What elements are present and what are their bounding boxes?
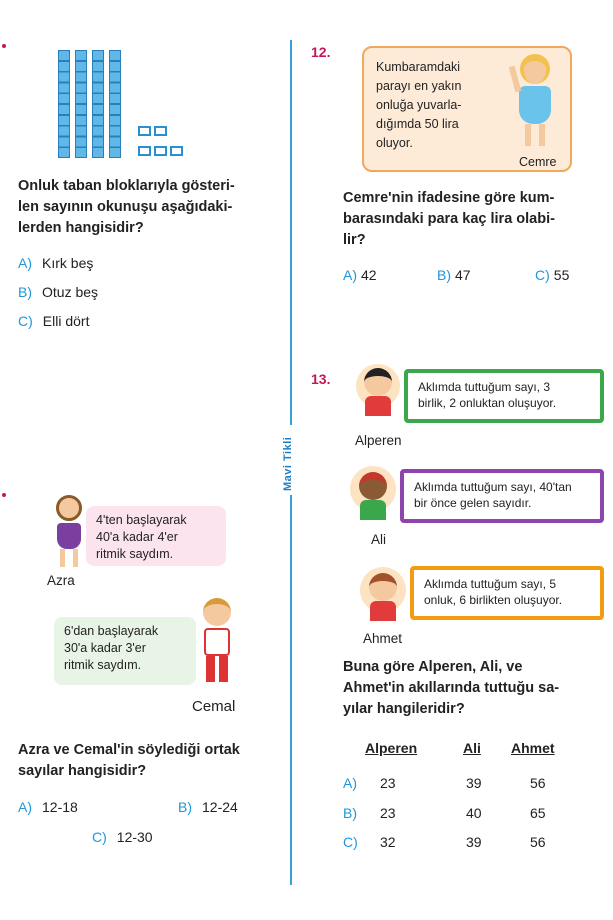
table-header-alperen: Alperen: [365, 740, 418, 756]
alperen-speech-bubble: Aklımda tuttuğum sayı, 3 birlik, 2 onluktan oluşuyor.: [404, 369, 604, 423]
unit-cube: [154, 126, 167, 136]
question-b-option-c[interactable]: C) 12-30: [92, 829, 153, 845]
ali-avatar: [350, 466, 396, 522]
question-12-option-a[interactable]: A) 42: [343, 267, 377, 283]
brand-label: Mavi Tikli: [278, 425, 304, 495]
cemal-speech-bubble: 6'dan başlayarak 30'a kadar 3'er ritmik saydım.: [54, 617, 196, 685]
question-13-option-c[interactable]: C) 32 39 56: [343, 834, 546, 850]
base-ten-blocks: [58, 50, 188, 162]
ten-rod: [92, 50, 104, 158]
question-b-option-a[interactable]: A) 12-18: [18, 799, 78, 815]
alperen-name: Alperen: [355, 433, 402, 448]
unit-cube: [170, 146, 183, 156]
question-a-option-b[interactable]: B) Otuz beş: [18, 284, 99, 300]
ali-name: Ali: [371, 532, 387, 547]
question-12-option-b[interactable]: B) 47: [437, 267, 471, 283]
cemal-figure: [197, 598, 237, 690]
question-13-option-a[interactable]: A) 23 39 56: [343, 775, 546, 791]
question-12-option-c[interactable]: C) 55: [535, 267, 570, 283]
table-header-ahmet: Ahmet: [511, 740, 555, 756]
ahmet-speech-bubble: Aklımda tuttuğum sayı, 5 onluk, 6 birlikten oluşuyor.: [410, 566, 604, 620]
question-13-text: Buna göre Alperen, Ali, ve Ahmet'in akıllarında tuttuğu sa- yılar hangileridir?: [343, 659, 560, 717]
ahmet-avatar: [360, 567, 406, 623]
question-13-option-b[interactable]: B) 23 40 65: [343, 805, 546, 821]
table-header-ali: Ali: [463, 740, 481, 756]
ten-rod: [109, 50, 121, 158]
question-b-text: Azra ve Cemal'in söylediği ortak sayılar hangisidir?: [18, 742, 240, 779]
azra-name: Azra: [47, 573, 75, 588]
unit-cube: [154, 146, 167, 156]
cemal-name: Cemal: [192, 698, 236, 715]
cemre-figure: [510, 54, 558, 149]
unit-cube: [138, 146, 151, 156]
left-margin-dot-1: [2, 44, 6, 48]
question-a-text: Onluk taban bloklarıyla gösteri- len sayının okunuşu aşağıdaki- lerden hangisidir?: [18, 178, 235, 236]
ali-speech-bubble: Aklımda tuttuğum sayı, 40'tan bir önce gelen sayıdır.: [400, 469, 604, 523]
question-b-option-b[interactable]: B) 12-24: [178, 799, 238, 815]
left-margin-dot-2: [2, 493, 6, 497]
cemre-bubble-text: Kumbaramdaki parayı en yakın onluğa yuvarla- dığımda 50 lira oluyor.: [376, 60, 462, 150]
question-a-option-a[interactable]: A) Kırk beş: [18, 255, 94, 271]
question-12-text: Cemre'nin ifadesine göre kum- barasındaki para kaç lira olabi- lir?: [343, 190, 555, 248]
unit-cube: [138, 126, 151, 136]
cemre-name: Cemre: [519, 155, 557, 169]
ahmet-name: Ahmet: [363, 631, 403, 646]
ten-rod: [75, 50, 87, 158]
alperen-avatar: [356, 364, 400, 418]
question-13-number: 13.: [311, 371, 331, 387]
ten-rod: [58, 50, 70, 158]
question-a-option-c[interactable]: C) Elli dört: [18, 313, 90, 329]
azra-figure: [48, 495, 90, 570]
question-12-number: 12.: [311, 44, 331, 60]
azra-speech-bubble: 4'ten başlayarak 40'a kadar 4'er ritmik saydım.: [86, 506, 226, 566]
